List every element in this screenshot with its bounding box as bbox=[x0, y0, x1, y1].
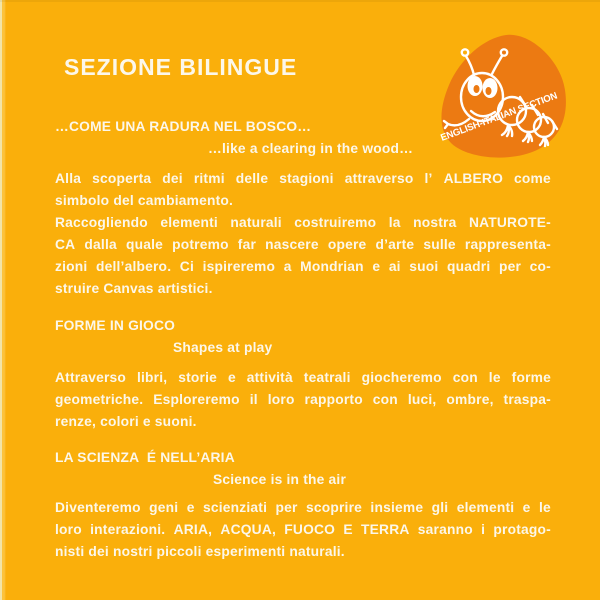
text-line: nisti dei nostri piccoli esperimenti naturali. bbox=[55, 544, 345, 559]
text-line: Diventeremo geni e scienziati per scoprire insieme gli elementi e le bbox=[55, 500, 551, 515]
section-heading-italian: FORME IN GIOCO bbox=[55, 318, 176, 333]
paragraph-science bbox=[55, 497, 551, 563]
text-line: renze, colori e suoni. bbox=[55, 414, 197, 429]
text-line: loro interazioni. ARIA, ACQUA, FUOCO E TERRA saranno i protago- bbox=[55, 522, 551, 537]
top-edge-strip bbox=[0, 0, 600, 2]
left-edge-strip bbox=[0, 0, 6, 600]
page-title: SEZIONE BILINGUE bbox=[64, 54, 298, 80]
content-area bbox=[55, 116, 551, 563]
logo-ribbon-text: ENGLISH-ITALIAN SECTION bbox=[439, 90, 560, 144]
text-line: struire Canvas artistici. bbox=[55, 281, 213, 296]
text-line: zioni dell’albero. Ci ispireremo a Mondrian e ai suoi quadri per co- bbox=[55, 259, 551, 274]
text-line: simbolo del cambiamento. bbox=[55, 193, 234, 208]
text-line: Raccogliendo elementi naturali costruiremo la nostra NATUROTE- bbox=[55, 215, 551, 230]
section-heading-english: …like a clearing in the wood… bbox=[208, 141, 414, 156]
text-line: CA dalla quale potremo far nascere opere d’arte sulle rappresenta- bbox=[55, 237, 551, 252]
paragraph-shapes bbox=[55, 367, 551, 433]
paragraph-seasons bbox=[55, 168, 551, 300]
section-heading-italian: …COME UNA RADURA NEL BOSCO… bbox=[55, 119, 312, 134]
text-line: Attraverso libri, storie e attività teatrali giocheremo con le forme bbox=[55, 370, 551, 385]
text-line: Alla scoperta dei ritmi delle stagioni attraverso l’ ALBERO come bbox=[55, 171, 551, 186]
section-heading-italian: LA SCIENZA É NELL’ARIA bbox=[55, 450, 235, 465]
section-heading-english: Science is in the air bbox=[213, 472, 347, 487]
text-line: geometriche. Esploreremo il loro rapporto con luci, ombre, traspa- bbox=[55, 392, 551, 407]
section-heading-english: Shapes at play bbox=[173, 340, 273, 355]
